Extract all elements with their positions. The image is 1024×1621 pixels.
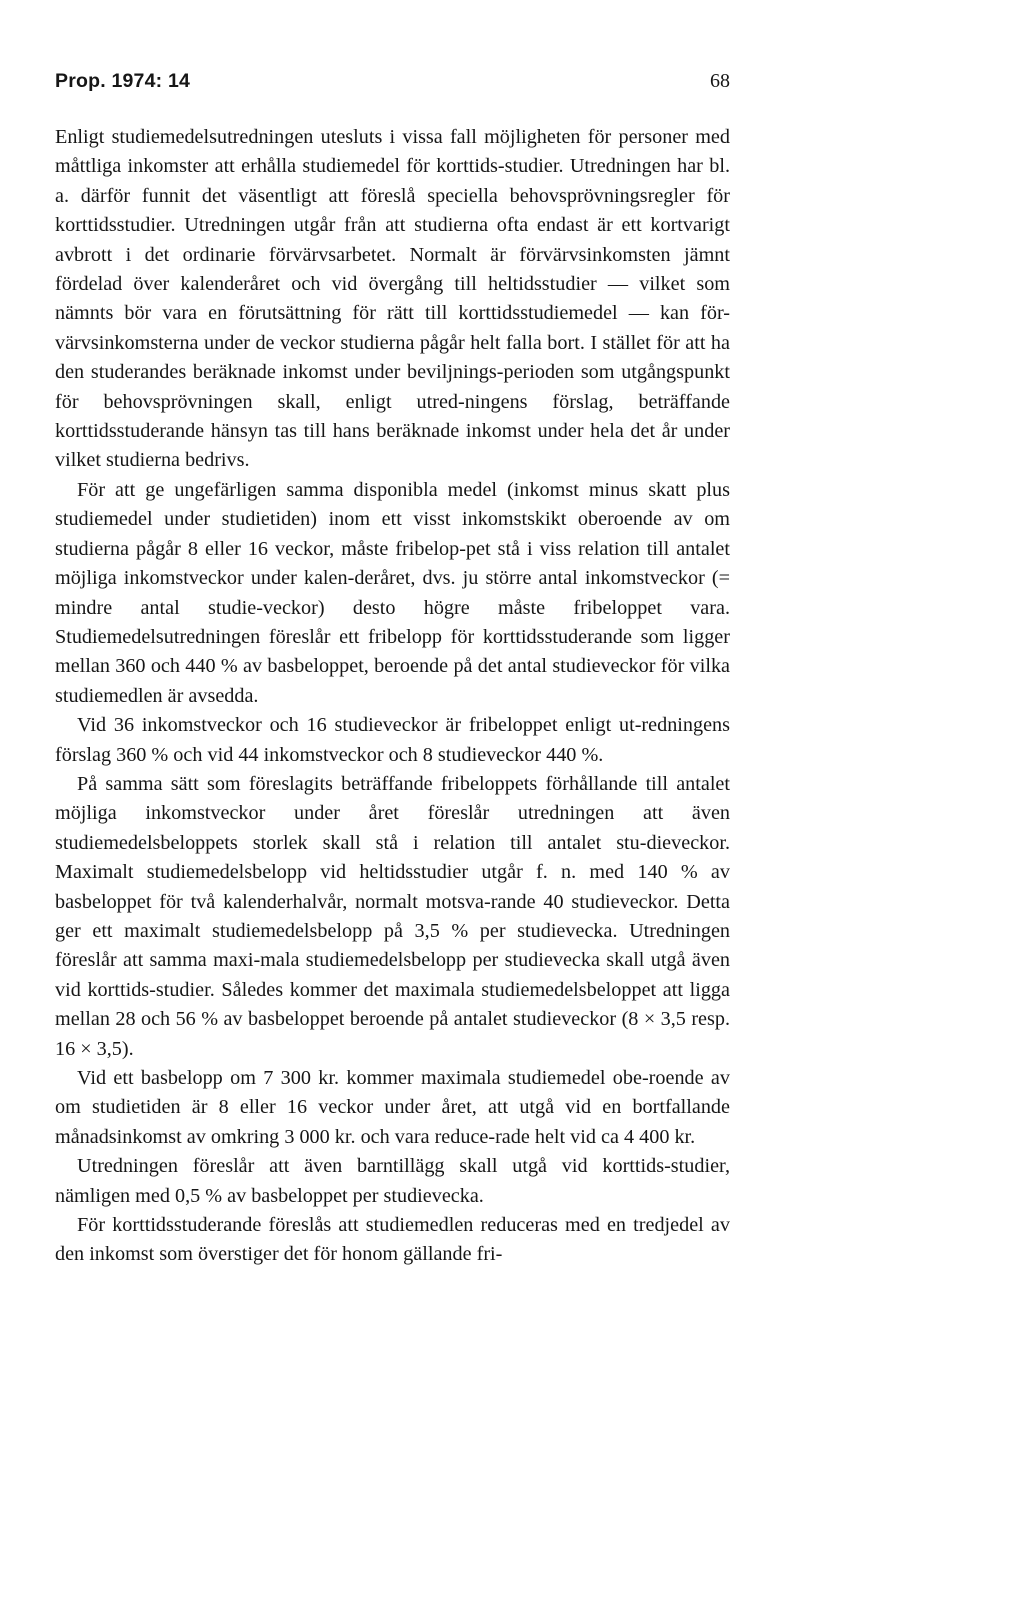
paragraph: Vid ett basbelopp om 7 300 kr. kommer maximala studiemedel obe-roende av om studietiden är 8 eller 16 veckor under året, att utgå vid en bortfallande månadsinkomst av omkring 3 000 kr. och vara reduce-rade helt vid ca 4 400 kr. — [55, 1067, 730, 1148]
paragraph: Enligt studiemedelsutredningen utesluts i vissa fall möjligheten för personer med måttliga inkomster att erhålla studiemedel för korttids-studier. Utredningen har bl. a. därför funnit det väsentligt att föreslå speciella behovsprövningsregler för korttidsstudier. Utredningen utgår från att studierna ofta endast är ett kortvarigt avbrott i det ordinarie förvärvsarbetet. Normalt är förvärvsinkomsten jämnt fördelad över kalenderåret och vid övergång till heltidsstudier — vilket som nämnts bör vara en förutsättning för rätt till korttidsstudiemedel — kan för-värvsinkomsterna under de veckor studierna pågår helt falla bort. I stället för att ha den studerandes beräknade inkomst under beviljnings-perioden som utgångspunkt för behovsprövningen skall, enligt utred-ningens förslag, beträffande korttidsstuderande hänsyn tas till hans beräknade inkomst under hela det år under vilket studierna bedrivs. — [55, 126, 730, 472]
body-text — [55, 123, 730, 1270]
paragraph: På samma sätt som föreslagits beträffande fribeloppets förhållande till antalet möjliga inkomstveckor under året föreslår utredningen att även studiemedelsbeloppets storlek skall stå i relation till antalet stu-dieveckor. Maximalt studiemedelsbelopp vid heltidsstudier utgår f. n. med 140 % av basbeloppet för två kalenderhalvår, normalt motsva-rande 40 studieveckor. Detta ger ett maximalt studiemedelsbelopp på 3,5 % per studievecka. Utredningen föreslår att samma maxi-mala studiemedelsbelopp per studievecka skall utgå även vid korttids-studier. Således kommer det maximala studiemedelsbeloppet att ligga mellan 28 och 56 % av basbeloppet beroende på antalet studieveckor (8 × 3,5 resp. 16 × 3,5). — [55, 772, 730, 1060]
paragraph: För att ge ungefärligen samma disponibla medel (inkomst minus skatt plus studiemedel under studietiden) inom ett visst inkomstskikt oberoende av om studierna pågår 8 eller 16 veckor, måste fribelop-pet stå i viss relation till antalet möjliga inkomstveckor under kalen-deråret, dvs. ju större antal inkomstveckor (= mindre antal studie-veckor) desto högre måste fribeloppet vara. Studiemedelsutredningen föreslår ett fribelopp för korttidsstuderande som ligger mellan 360 och 440 % av basbeloppet, beroende på det antal studieveckor för vilka studiemedlen är avsedda. — [55, 478, 730, 707]
paragraph: För korttidsstuderande föreslås att studiemedlen reduceras med en tredjedel av den inkomst som överstiger det för honom gällande fri- — [55, 1214, 730, 1266]
paragraph: Utredningen föreslår att även barntillägg skall utgå vid korttids-studier, nämligen med 0,5 % av basbeloppet per studievecka. — [55, 1155, 730, 1207]
paragraph: Vid 36 inkomstveckor och 16 studieveckor är fribeloppet enligt ut-redningens förslag 360 % och vid 44 inkomstveckor och 8 studieveckor 440 %. — [55, 714, 730, 766]
document-reference: Prop. 1974: 14 — [55, 70, 191, 92]
page-header — [55, 70, 730, 102]
page-number: 68 — [710, 70, 730, 92]
